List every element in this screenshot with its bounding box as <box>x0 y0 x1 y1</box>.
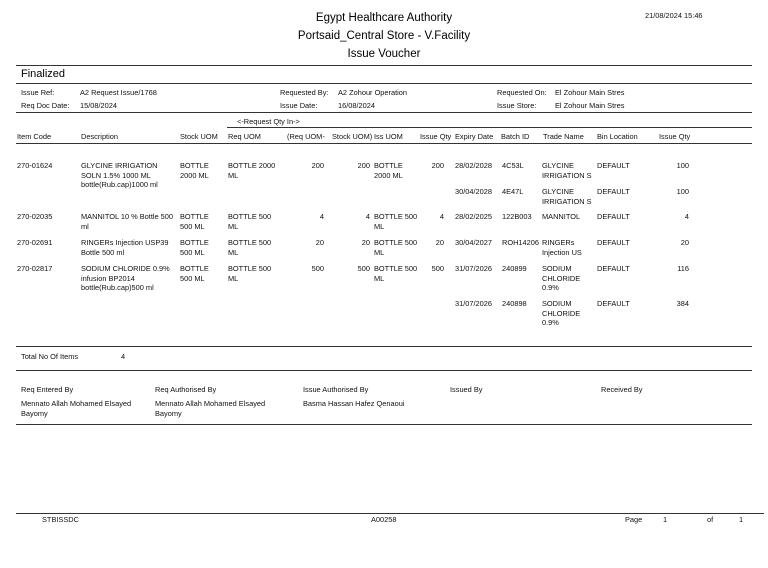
issue-date-label: Issue Date: <box>280 101 318 110</box>
received-by-label: Received By <box>601 385 643 394</box>
iss-uom: BOTTLE 500 ML <box>374 238 418 257</box>
bin-location: DEFAULT <box>597 161 630 170</box>
col-iss-uom: Iss UOM <box>374 132 403 141</box>
issue-ref-label: Issue Ref: <box>21 88 55 97</box>
item-code: 270-01624 <box>17 161 53 170</box>
col-trade-name: Trade Name <box>543 132 584 141</box>
bin-location: DEFAULT <box>597 187 630 196</box>
req-uom: BOTTLE 2000 ML <box>228 161 276 180</box>
issued-qty: 100 <box>676 187 689 196</box>
issue-qty: 20 <box>435 238 444 247</box>
org-title: Egypt Healthcare Authority <box>315 12 453 24</box>
stock-uom: BOTTLE 500 ML <box>180 238 209 257</box>
req-authorised-by-label: Req Authorised By <box>155 385 217 394</box>
col-req-uom: Req UOM <box>228 132 261 141</box>
trade-name: SODIUM CHLORIDE 0.9% <box>542 264 581 292</box>
trade-name: SODIUM CHLORIDE 0.9% <box>542 299 581 327</box>
expiry-date: 28/02/2025 <box>455 212 492 221</box>
total-items-label: Total No Of Items <box>21 352 79 361</box>
bin-location: DEFAULT <box>597 212 630 221</box>
batch-id: ROH14206 <box>502 238 539 247</box>
request-qty-in-label: <-Request Qty In-> <box>237 117 300 126</box>
req-uom-qty: 500 <box>311 264 324 273</box>
issued-qty: 116 <box>677 264 689 273</box>
stock-uom-qty: 200 <box>357 161 370 170</box>
req-doc-date-value: 15/08/2024 <box>80 101 117 110</box>
item-code: 270-02035 <box>17 212 53 221</box>
requested-on-value: El Zohour Main Stres <box>555 88 625 97</box>
trade-name: GLYCINE IRRIGATION S <box>542 187 592 206</box>
item-description: MANNITOL 10 % Bottle 500 ml <box>81 212 174 231</box>
expiry-date: 30/04/2028 <box>455 187 492 196</box>
req-uom: BOTTLE 500 ML <box>228 238 272 257</box>
col-description: Description <box>81 132 118 141</box>
requested-by-value: A2 Zohour Operation <box>338 88 408 97</box>
store-title: Portsaid_Central Store - V.Facility <box>297 30 471 42</box>
page-of-label: of <box>707 515 714 524</box>
issued-qty: 100 <box>676 161 689 170</box>
page-total: 1 <box>739 515 744 524</box>
issue-ref-value: A2 Request Issue/1768 <box>80 88 157 97</box>
req-entered-by-label: Req Entered By <box>21 385 74 394</box>
issue-authorised-by-label: Issue Authorised By <box>303 385 369 394</box>
issue-qty: 200 <box>431 161 444 170</box>
print-timestamp: 21/08/2024 15:46 <box>645 11 703 20</box>
batch-id: 122B003 <box>502 212 532 221</box>
stock-uom-qty: 20 <box>361 238 370 247</box>
stock-uom: BOTTLE 2000 ML <box>180 161 209 180</box>
col-bin-location: Bin Location <box>597 132 638 141</box>
expiry-date: 30/04/2027 <box>455 238 492 247</box>
stock-uom-qty: 500 <box>357 264 370 273</box>
req-uom: BOTTLE 500 ML <box>228 212 272 231</box>
requested-on-label: Requested On: <box>497 88 547 97</box>
req-entered-by-name: Mennato Allah Mohamed Elsayed Bayomy <box>21 399 132 418</box>
requested-by-label: Requested By: <box>280 88 329 97</box>
page-number: 1 <box>663 515 668 524</box>
col-item-code: Item Code <box>17 132 52 141</box>
batch-id: 240898 <box>502 299 527 308</box>
expiry-date: 31/07/2026 <box>455 299 492 308</box>
item-description: SODIUM CHLORIDE 0.9% infusion BP2014 bottle(Rub.cap)500 ml <box>81 264 170 292</box>
item-description: GLYCINE IRRIGATION SOLN 1.5% 1000 ML bottle(Rub.cap)1000 ml <box>81 161 158 189</box>
issued-by-label: Issued By <box>450 385 483 394</box>
item-code: 270-02817 <box>17 264 53 273</box>
issued-qty: 20 <box>680 238 689 247</box>
col-stock-uom: Stock UOM <box>180 132 218 141</box>
batch-id: 240899 <box>502 264 527 273</box>
col-issue-qty-2: Issue Qty <box>659 132 691 141</box>
batch-id: 4E47L <box>502 187 524 196</box>
bin-location: DEFAULT <box>597 299 630 308</box>
issued-qty: 4 <box>684 212 689 221</box>
col-batch-id: Batch ID <box>501 132 530 141</box>
req-uom: BOTTLE 500 ML <box>228 264 272 283</box>
issue-store-value: El Zohour Main Stres <box>555 101 625 110</box>
req-uom-qty: 4 <box>319 212 324 221</box>
trade-name: GLYCINE IRRIGATION S <box>542 161 592 180</box>
trade-name: RINGERs Injection US <box>542 238 582 257</box>
col-expiry-date: Expiry Date <box>455 132 494 141</box>
stock-uom: BOTTLE 500 ML <box>180 264 209 283</box>
expiry-date: 31/07/2026 <box>455 264 492 273</box>
report-code: STBISSDC <box>42 515 79 524</box>
issue-authorised-by-name: Basma Hassan Hafez Qenaoui <box>303 399 405 408</box>
bin-location: DEFAULT <box>597 238 630 247</box>
issue-qty: 500 <box>431 264 444 273</box>
req-uom-qty: 200 <box>311 161 324 170</box>
item-code: 270-02691 <box>17 238 53 247</box>
total-items-value: 4 <box>121 352 126 361</box>
batch-id: 4C53L <box>502 161 524 170</box>
status-label: Finalized <box>21 68 66 80</box>
issue-qty: 4 <box>439 212 444 221</box>
issued-qty: 384 <box>676 299 689 308</box>
issue-date-value: 16/08/2024 <box>338 101 375 110</box>
iss-uom: BOTTLE 500 ML <box>374 212 418 231</box>
stock-uom-qty: 4 <box>365 212 370 221</box>
col-stock-uom-qty: Stock UOM) <box>332 132 373 141</box>
trade-name: MANNITOL <box>542 212 581 221</box>
document-title: Issue Voucher <box>347 48 421 60</box>
issue-store-label: Issue Store: <box>497 101 537 110</box>
bin-location: DEFAULT <box>597 264 630 273</box>
col-req-uom-qty: (Req UOM- <box>287 132 325 141</box>
document-number: A00258 <box>371 515 397 524</box>
req-doc-date-label: Req Doc Date: <box>21 101 70 110</box>
iss-uom: BOTTLE 2000 ML <box>374 161 403 180</box>
col-issue-qty: Issue Qty <box>420 132 452 141</box>
stock-uom: BOTTLE 500 ML <box>180 212 209 231</box>
req-uom-qty: 20 <box>315 238 324 247</box>
item-description: RINGERs Injection USP39 Bottle 500 ml <box>81 238 169 257</box>
page-label: Page <box>625 515 643 524</box>
expiry-date: 28/02/2028 <box>455 161 492 170</box>
req-authorised-by-name: Mennato Allah Mohamed Elsayed Bayomy <box>155 399 266 418</box>
iss-uom: BOTTLE 500 ML <box>374 264 418 283</box>
